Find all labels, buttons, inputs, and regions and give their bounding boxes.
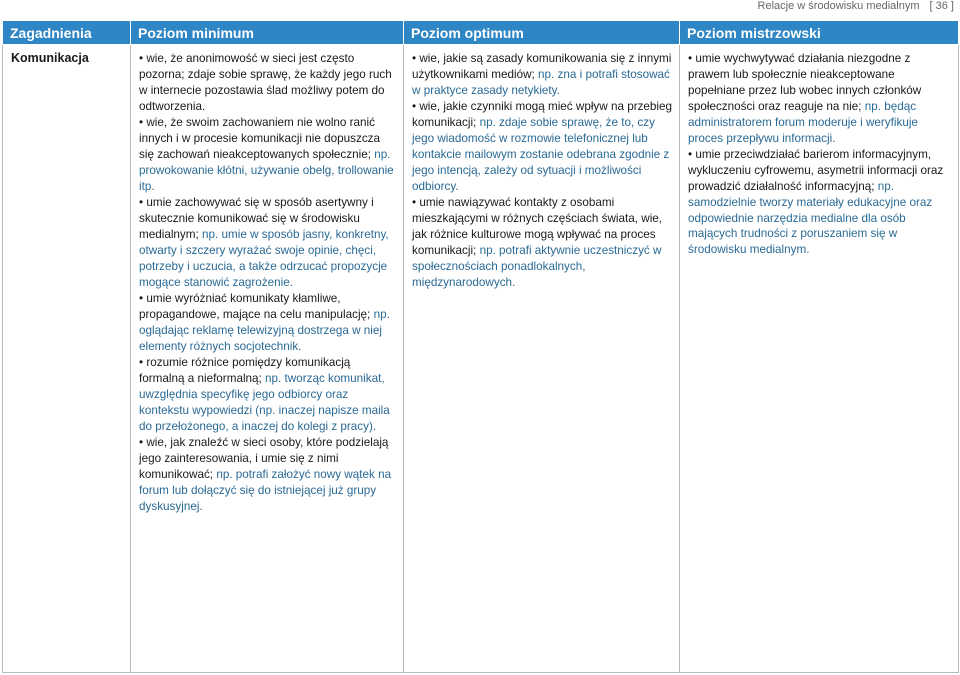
list-item <box>139 195 397 290</box>
list-item <box>139 51 397 115</box>
item-example: np. potrafi założyć nowy wątek na forum lub dołączyć się do istniejącej już grupy dyskusyjnej. <box>139 468 392 513</box>
item-example: np. umie w sposób jasny, konkretny, otwarty i szczery wyrażać swoje opinie, chęci, potrzeby i uczucia, a także odrzucać propozycje mogące stanowić zagrożenie. <box>139 227 389 289</box>
item-text: • wie, jakie czynniki mogą mieć wpływ na przebieg komunikacji; <box>412 100 673 130</box>
item-example: np. prowokowanie kłótni, używanie obelg, trollowanie itp. <box>139 147 394 193</box>
header-poziom-minimum: Poziom minimum <box>131 21 404 45</box>
competency-table <box>2 20 959 673</box>
list-item <box>139 115 397 195</box>
header-poziom-mistrzowski: Poziom mistrzowski <box>680 21 959 45</box>
item-text: • umie wychwytywać działania niezgodne z prawem lub społecznie nieakceptowane popełniane przez lub wobec innych członków społeczności oraz reaguje na nie; <box>688 52 922 113</box>
list-item <box>412 195 673 290</box>
page-header <box>758 0 954 14</box>
item-text: • wie, że anonimowość w sieci jest często pozorna; zdaje sobie sprawę, że każdy jego ruch w internecie pozostawia ślad możliwy potem do odtworzenia. <box>139 52 392 113</box>
table-row <box>3 45 959 673</box>
page-header-title: Relacje w środowisku medialnym <box>757 0 920 12</box>
mistrzowski-cell <box>680 45 959 673</box>
header-zagadnienia: Zagadnienia <box>3 21 131 45</box>
item-example: np. tworząc komunikat, uwzględnia specyfikę jego odbiorcy oraz kontekstu wypowiedzi (np. inaczej napisze maila do przełożonego, a inaczej do kolegi z pracy). <box>139 372 390 433</box>
item-text: • umie wyróżniać komunikaty kłamliwe, propagandowe, mające na celu manipulację; <box>139 292 371 321</box>
list-item <box>412 51 673 99</box>
item-text: • wie, że swoim zachowaniem nie wolno ranić innych i w procesie komunikacji nie dopuszcza się zachowań nieakceptowanych społecznie; <box>139 116 381 161</box>
item-text: • umie nawiązywać kontakty z osobami mieszkającymi w różnych częściach świata, wie, jak różnice kulturowe mogą wpływać na proces komunikacji; <box>412 196 663 257</box>
page-number: [ 36 ] <box>929 0 954 12</box>
header-poziom-optimum: Poziom optimum <box>404 21 680 45</box>
list-item <box>412 99 673 194</box>
item-example: np. będąc administratorem forum moderuje i weryfikuje proces przepływu informacji. <box>688 99 918 145</box>
item-example: np. oglądając reklamę telewizyjną dostrzega w niej elementy różnych socjotechnik. <box>139 308 390 353</box>
list-item <box>688 51 952 146</box>
topic-cell: Komunikacja <box>3 45 131 673</box>
list-item <box>139 291 397 355</box>
header-row <box>3 21 959 45</box>
item-text: • umie przeciwdziałać barierom informacyjnym, wykluczeniu cyfrowemu, asymetrii informacji oraz prowadzić działalność informacyjną; <box>688 147 944 193</box>
list-item <box>688 147 952 258</box>
optimum-cell <box>404 45 680 673</box>
minimum-cell <box>131 45 404 673</box>
item-text: • wie, jak znaleźć w sieci osoby, które podzielają jego zainteresowania, i umie się z nimi komunikować; <box>139 436 389 482</box>
item-example: np. zna i potrafi stosować w praktyce zasady netykiety. <box>412 67 670 97</box>
item-text: • umie zachowywać się w sposób asertywny i skutecznie komunikować się w środowisku medialnym; <box>139 196 374 241</box>
item-example: np. potrafi aktywnie uczestniczyć w społecznościach ponadlokalnych, międzynarodowych. <box>412 243 662 289</box>
item-text: • rozumie różnice pomiędzy komunikacją formalną a nieformalną; <box>139 356 351 386</box>
list-item <box>139 435 397 515</box>
item-example: np. samodzielnie tworzy materiały edukacyjne oraz odpowiednie narzędzia medialne dla osób mających trudności z poruszaniem się w środowisku medialnym. <box>688 179 933 257</box>
item-example: np. zdaje sobie sprawę, że to, czy jego wiadomość w rozmowie telefonicznej lub kontakcie mailowym zostanie odebrana zgodnie z jego intencją, zależy od sytuacji i możliwości odbiorcy. <box>412 116 670 193</box>
item-text: • wie, jakie są zasady komunikowania się z innymi użytkownikami mediów; <box>412 52 672 81</box>
list-item <box>139 355 397 435</box>
